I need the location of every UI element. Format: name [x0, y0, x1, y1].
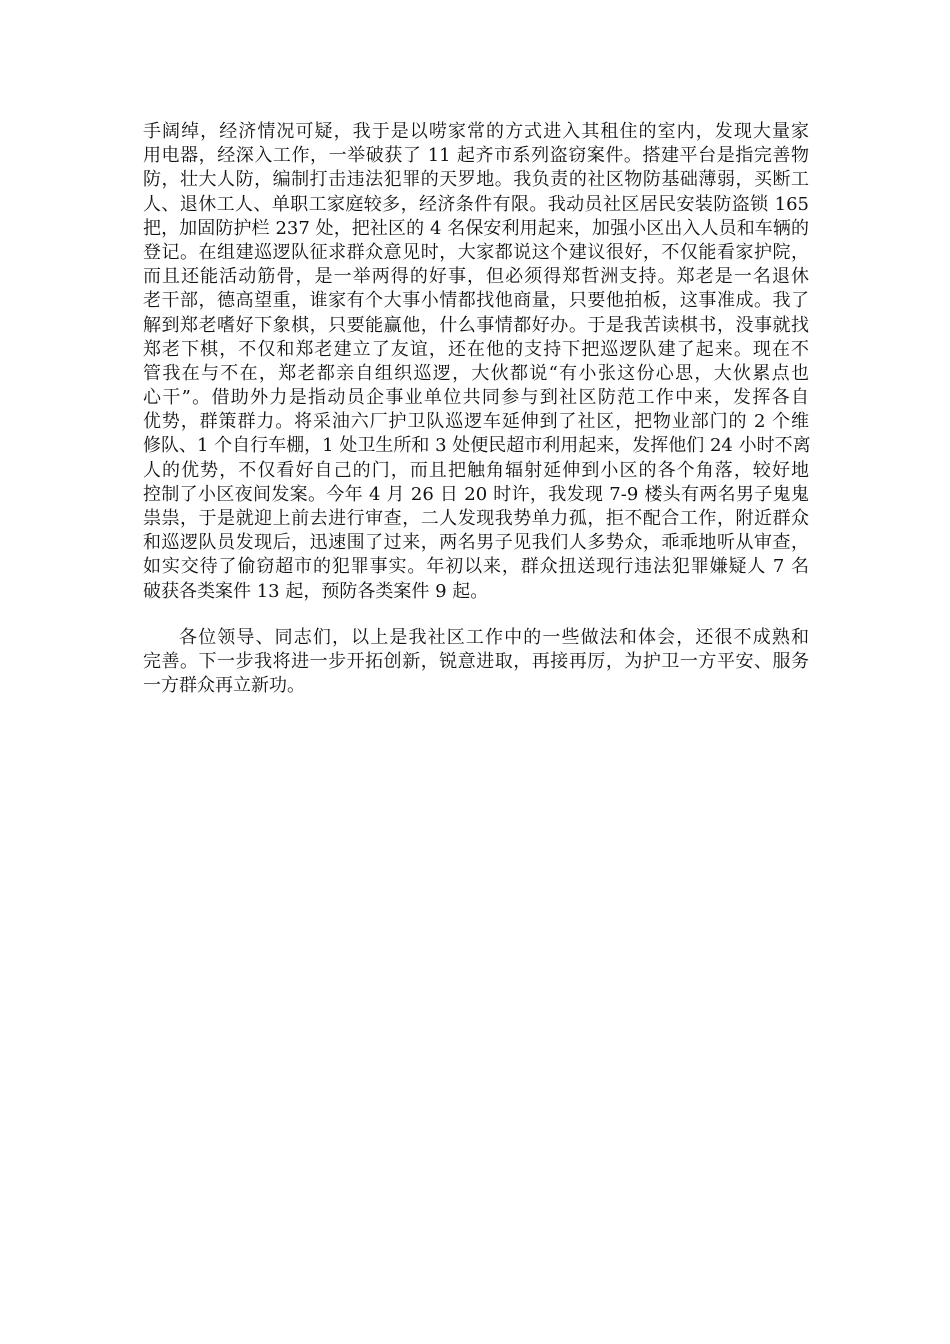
text-line: 人的优势，不仅看好自己的门，而且把触角辐射延伸到小区的各个角落，较好地 — [143, 459, 809, 481]
text-line: 控制了小区夜间发案。今年 4 月 26 日 20 时许，我发现 7-9 楼头有两名男子鬼鬼 — [143, 483, 809, 505]
text-line: 用电器，经深入工作，一举破获了 11 起齐市系列盗窃案件。搭建平台是指完善物 — [143, 145, 809, 167]
text-line: 防，壮大人防，编制打击违法犯罪的天罗地。我负责的社区物防基础薄弱，买断工 — [143, 169, 809, 191]
text-line: 而且还能活动筋骨，是一举两得的好事，但必须得郑哲洲支持。郑老是一名退休 — [143, 266, 809, 288]
document-body — [143, 120, 809, 698]
text-line: 各位领导、同志们，以上是我社区工作中的一些做法和体会，还很不成熟和 — [179, 626, 809, 648]
text-line: 郑老下棋，不仅和郑老建立了友谊，还在他的支持下把巡逻队建了起来。现在不 — [143, 338, 809, 360]
text-line: 修队、1 个自行车棚，1 处卫生所和 3 处便民超市利用起来，发挥他们 24 小时不离 — [143, 435, 811, 457]
text-line: 完善。下一步我将进一步开拓创新，锐意进取，再接再厉，为护卫一方平安、服务 — [143, 650, 809, 672]
text-line: 解到郑老嗜好下象棋，只要能赢他，什么事情都好办。于是我苦读棋书，没事就找 — [143, 314, 809, 336]
text-line: 破获各类案件 13 起，预防各类案件 9 起。 — [143, 580, 489, 602]
paragraph-spacer — [143, 604, 809, 626]
text-line: 老干部，德高望重，谁家有个大事小情都找他商量，只要他拍板，这事准成。我了 — [143, 290, 809, 312]
text-line: 优势，群策群力。将采油六厂护卫队巡逻车延伸到了社区，把物业部门的 2 个维 — [143, 411, 809, 433]
text-line: 把，加固防护栏 237 处，把社区的 4 名保安利用起来，加强小区出入人员和车辆的 — [143, 217, 809, 239]
text-line: 如实交待了偷窃超市的犯罪事实。年初以来，群众扭送现行违法犯罪嫌疑人 7 名 — [143, 556, 809, 578]
text-line: 手阔绰，经济情况可疑，我于是以唠家常的方式进入其租住的室内，发现大量家 — [143, 121, 809, 142]
paragraph-2 — [143, 626, 809, 699]
text-line: 祟祟，于是就迎上前去进行审查，二人发现我势单力孤，拒不配合工作，附近群众 — [143, 508, 809, 529]
paragraph-1 — [143, 120, 809, 604]
text-line: 管我在与不在，郑老都亲自组织巡逻，大伙都说“有小张这份心思，大伙累点也 — [143, 362, 809, 384]
text-line: 一方群众再立新功。 — [143, 675, 305, 697]
text-line: 心干”。借助外力是指动员企事业单位共同参与到社区防范工作中来，发挥各自 — [143, 387, 809, 409]
text-line: 和巡逻队员发现后，迅速围了过来，两名男子见我们人多势众，乖乖地听从审查， — [143, 532, 809, 554]
text-line: 登记。在组建巡逻队征求群众意见时，大家都说这个建议很好，不仅能看家护院， — [143, 241, 809, 263]
text-line: 人、退休工人、单职工家庭较多，经济条件有限。我动员社区居民安装防盗锁 165 — [143, 193, 809, 215]
